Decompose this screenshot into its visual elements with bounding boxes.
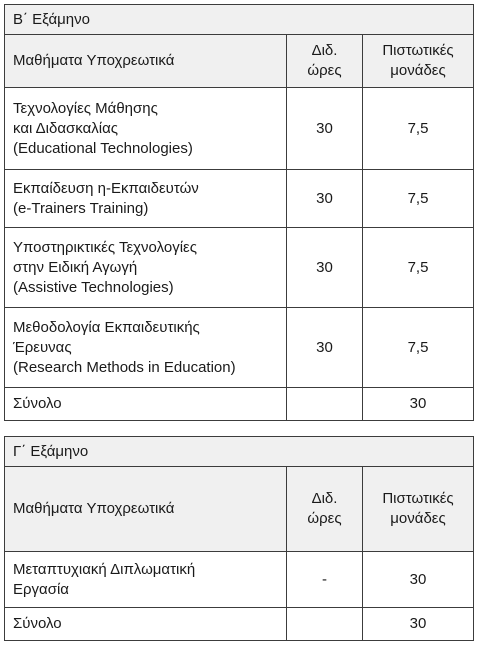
total-label: Σύνολο bbox=[5, 608, 287, 641]
course-name: Υποστηρικτικές Τεχνολογίες στην Ειδική Αγωγή (Assistive Technologies) bbox=[5, 228, 287, 308]
hours-header: Διδ. ώρες bbox=[287, 35, 363, 88]
header-row bbox=[5, 467, 474, 552]
semester-c-table bbox=[4, 436, 474, 641]
subject-header: Μαθήματα Υποχρεωτικά bbox=[5, 467, 287, 552]
total-hours bbox=[287, 388, 363, 421]
course-credits: 30 bbox=[363, 552, 474, 608]
total-label: Σύνολο bbox=[5, 388, 287, 421]
semester-title-row bbox=[5, 5, 474, 35]
course-credits: 7,5 bbox=[363, 308, 474, 388]
course-name: Τεχνολογίες Μάθησης και Διδασκαλίας (Educational Technologies) bbox=[5, 88, 287, 170]
semester-title-row bbox=[5, 437, 474, 467]
semester-title: Β΄ Εξάμηνο bbox=[5, 5, 474, 35]
course-name: Μεθοδολογία Εκπαιδευτικής Έρευνας (Research Methods in Education) bbox=[5, 308, 287, 388]
total-credits: 30 bbox=[363, 608, 474, 641]
course-row bbox=[5, 308, 474, 388]
semester-b-table bbox=[4, 4, 474, 421]
total-row bbox=[5, 388, 474, 421]
subject-header: Μαθήματα Υποχρεωτικά bbox=[5, 35, 287, 88]
header-row bbox=[5, 35, 474, 88]
course-name: Εκπαίδευση η-Εκπαιδευτών (e-Trainers Training) bbox=[5, 170, 287, 228]
course-hours: 30 bbox=[287, 308, 363, 388]
course-row bbox=[5, 88, 474, 170]
course-row bbox=[5, 170, 474, 228]
credits-header: Πιστωτικές μονάδες bbox=[363, 467, 474, 552]
course-credits: 7,5 bbox=[363, 228, 474, 308]
course-hours: 30 bbox=[287, 88, 363, 170]
course-hours: 30 bbox=[287, 170, 363, 228]
course-name: Μεταπτυχιακή Διπλωματική Εργασία bbox=[5, 552, 287, 608]
course-hours: 30 bbox=[287, 228, 363, 308]
credits-header: Πιστωτικές μονάδες bbox=[363, 35, 474, 88]
total-hours bbox=[287, 608, 363, 641]
course-credits: 7,5 bbox=[363, 88, 474, 170]
semester-title: Γ΄ Εξάμηνο bbox=[5, 437, 474, 467]
hours-header: Διδ. ώρες bbox=[287, 467, 363, 552]
total-credits: 30 bbox=[363, 388, 474, 421]
total-row bbox=[5, 608, 474, 641]
course-credits: 7,5 bbox=[363, 170, 474, 228]
course-row bbox=[5, 228, 474, 308]
course-row bbox=[5, 552, 474, 608]
course-hours: - bbox=[287, 552, 363, 608]
